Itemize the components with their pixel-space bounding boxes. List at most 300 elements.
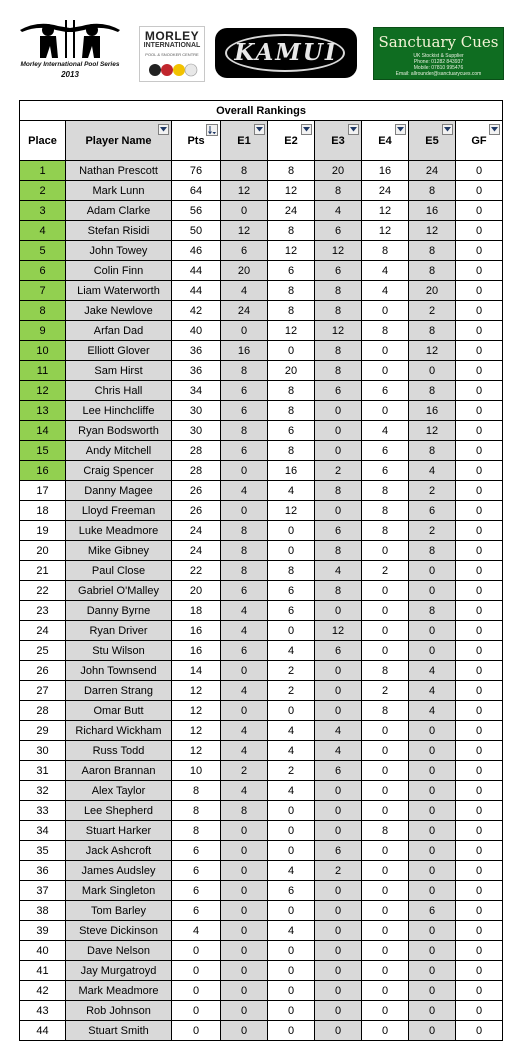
- cell-e1: 6: [221, 581, 268, 601]
- cell-e2: 8: [268, 221, 315, 241]
- cell-e3: 8: [315, 481, 362, 501]
- cell-e2: 0: [268, 1021, 315, 1041]
- cell-e4: 8: [362, 241, 409, 261]
- table-row: [20, 261, 503, 281]
- cell-pts: 36: [172, 341, 221, 361]
- column-header-label: E4: [378, 134, 392, 147]
- cell-place: 9: [20, 321, 66, 341]
- table-row: [20, 481, 503, 501]
- cell-e5: 8: [409, 441, 456, 461]
- cell-player-name: John Townsend: [66, 661, 172, 681]
- cell-gf: 0: [456, 401, 503, 421]
- cell-e5: 12: [409, 341, 456, 361]
- cell-e2: 0: [268, 801, 315, 821]
- cell-e2: 8: [268, 381, 315, 401]
- cell-player-name: Colin Finn: [66, 261, 172, 281]
- cell-place: 14: [20, 421, 66, 441]
- filter-dropdown-icon[interactable]: [158, 124, 169, 135]
- cell-place: 7: [20, 281, 66, 301]
- cell-e1: 0: [221, 461, 268, 481]
- table-row: [20, 701, 503, 721]
- cell-pts: 12: [172, 701, 221, 721]
- cell-gf: 0: [456, 441, 503, 461]
- cell-pts: 6: [172, 881, 221, 901]
- cell-e4: 0: [362, 301, 409, 321]
- cell-e5: 16: [409, 201, 456, 221]
- cell-e5: 0: [409, 581, 456, 601]
- cell-e4: 2: [362, 561, 409, 581]
- cell-e2: 6: [268, 601, 315, 621]
- cell-place: 28: [20, 701, 66, 721]
- cell-e4: 2: [362, 681, 409, 701]
- cell-pts: 26: [172, 481, 221, 501]
- cell-e4: 0: [362, 801, 409, 821]
- cell-e2: 0: [268, 541, 315, 561]
- table-title: Overall Rankings: [20, 101, 503, 121]
- table-row: [20, 421, 503, 441]
- table-row: [20, 1021, 503, 1041]
- cell-e1: 0: [221, 901, 268, 921]
- cell-e2: 6: [268, 581, 315, 601]
- cell-player-name: Jay Murgatroyd: [66, 961, 172, 981]
- cell-player-name: Gabriel O'Malley: [66, 581, 172, 601]
- cell-e4: 24: [362, 181, 409, 201]
- players-silhouette-icon: [18, 16, 122, 60]
- table-row: [20, 201, 503, 221]
- table-row: [20, 881, 503, 901]
- cell-e2: 8: [268, 441, 315, 461]
- cell-player-name: Elliott Glover: [66, 341, 172, 361]
- cell-e4: 6: [362, 461, 409, 481]
- cell-e3: 0: [315, 661, 362, 681]
- cell-gf: 0: [456, 981, 503, 1001]
- cell-e5: 0: [409, 841, 456, 861]
- cell-e3: 12: [315, 241, 362, 261]
- cell-player-name: Richard Wickham: [66, 721, 172, 741]
- cell-e4: 6: [362, 441, 409, 461]
- cell-e2: 12: [268, 241, 315, 261]
- table-row: [20, 401, 503, 421]
- cell-player-name: Paul Close: [66, 561, 172, 581]
- cell-gf: 0: [456, 841, 503, 861]
- cell-e5: 8: [409, 321, 456, 341]
- cell-e5: 0: [409, 761, 456, 781]
- cell-e5: 0: [409, 1021, 456, 1041]
- cell-e1: 6: [221, 381, 268, 401]
- cell-pts: 6: [172, 901, 221, 921]
- cell-gf: 0: [456, 461, 503, 481]
- cell-gf: 0: [456, 381, 503, 401]
- cell-player-name: Stuart Smith: [66, 1021, 172, 1041]
- cell-e4: 8: [362, 501, 409, 521]
- cell-e4: 0: [362, 961, 409, 981]
- cell-place: 33: [20, 801, 66, 821]
- cell-gf: 0: [456, 821, 503, 841]
- cell-place: 10: [20, 341, 66, 361]
- cell-e5: 0: [409, 921, 456, 941]
- cell-player-name: Adam Clarke: [66, 201, 172, 221]
- cell-e4: 12: [362, 201, 409, 221]
- cell-pts: 0: [172, 1021, 221, 1041]
- cell-e1: 4: [221, 481, 268, 501]
- cell-e1: 8: [221, 361, 268, 381]
- sort-descending-icon[interactable]: [206, 124, 218, 136]
- column-header-label: Player Name: [85, 134, 152, 147]
- cell-place: 6: [20, 261, 66, 281]
- cell-e2: 0: [268, 341, 315, 361]
- cell-e4: 0: [362, 861, 409, 881]
- column-header-label: Pts: [187, 134, 205, 147]
- cell-player-name: Nathan Prescott: [66, 161, 172, 181]
- cell-e3: 0: [315, 681, 362, 701]
- cell-e4: 8: [362, 481, 409, 501]
- cell-e4: 0: [362, 361, 409, 381]
- cell-e5: 4: [409, 701, 456, 721]
- cell-e5: 20: [409, 281, 456, 301]
- cell-gf: 0: [456, 761, 503, 781]
- cell-pts: 46: [172, 241, 221, 261]
- cell-e5: 16: [409, 401, 456, 421]
- cell-pts: 28: [172, 441, 221, 461]
- cell-player-name: Alex Taylor: [66, 781, 172, 801]
- cell-e1: 4: [221, 781, 268, 801]
- cell-place: 30: [20, 741, 66, 761]
- cell-e1: 0: [221, 1021, 268, 1041]
- cell-place: 20: [20, 541, 66, 561]
- table-row: [20, 561, 503, 581]
- cell-e3: 8: [315, 541, 362, 561]
- cell-e1: 6: [221, 241, 268, 261]
- series-logo: [14, 16, 126, 82]
- filter-dropdown-icon[interactable]: [301, 124, 312, 135]
- column-header-label: Place: [28, 134, 57, 147]
- cell-place: 36: [20, 861, 66, 881]
- cell-e2: 0: [268, 841, 315, 861]
- cell-e2: 2: [268, 681, 315, 701]
- cell-e1: 0: [221, 501, 268, 521]
- cell-e4: 0: [362, 641, 409, 661]
- cell-gf: 0: [456, 341, 503, 361]
- cell-player-name: Arfan Dad: [66, 321, 172, 341]
- cell-e5: 0: [409, 801, 456, 821]
- cell-e5: 0: [409, 641, 456, 661]
- cell-e2: 0: [268, 1001, 315, 1021]
- cell-place: 22: [20, 581, 66, 601]
- cell-pts: 8: [172, 821, 221, 841]
- filter-dropdown-icon[interactable]: [442, 124, 453, 135]
- cell-e4: 0: [362, 841, 409, 861]
- filter-dropdown-icon[interactable]: [348, 124, 359, 135]
- cell-e3: 12: [315, 321, 362, 341]
- table-row: [20, 241, 503, 261]
- cell-place: 38: [20, 901, 66, 921]
- cell-gf: 0: [456, 521, 503, 541]
- cell-e3: 6: [315, 261, 362, 281]
- cell-e5: 0: [409, 941, 456, 961]
- table-row: [20, 781, 503, 801]
- cell-e3: 0: [315, 941, 362, 961]
- column-header-e2: [268, 121, 315, 161]
- table-row: [20, 381, 503, 401]
- cell-gf: 0: [456, 601, 503, 621]
- filter-dropdown-icon[interactable]: [254, 124, 265, 135]
- cell-pts: 20: [172, 581, 221, 601]
- cell-e4: 0: [362, 721, 409, 741]
- cell-e3: 8: [315, 341, 362, 361]
- cell-player-name: Stuart Harker: [66, 821, 172, 841]
- cell-e2: 0: [268, 701, 315, 721]
- cell-e4: 0: [362, 1001, 409, 1021]
- cell-pts: 14: [172, 661, 221, 681]
- column-header-e3: [315, 121, 362, 161]
- cell-e5: 0: [409, 621, 456, 641]
- cell-e2: 2: [268, 661, 315, 681]
- cell-place: 13: [20, 401, 66, 421]
- table-row: [20, 661, 503, 681]
- cell-player-name: Andy Mitchell: [66, 441, 172, 461]
- cell-e1: 8: [221, 421, 268, 441]
- cell-e3: 0: [315, 701, 362, 721]
- cell-e4: 0: [362, 781, 409, 801]
- cell-e1: 0: [221, 961, 268, 981]
- cell-pts: 8: [172, 801, 221, 821]
- sanctuary-cues-logo: [373, 27, 504, 80]
- cell-e1: 0: [221, 981, 268, 1001]
- cell-pts: 16: [172, 641, 221, 661]
- cell-gf: 0: [456, 721, 503, 741]
- cell-e4: 0: [362, 1021, 409, 1041]
- cell-pts: 24: [172, 521, 221, 541]
- cell-e3: 0: [315, 501, 362, 521]
- cell-e5: 0: [409, 861, 456, 881]
- morley-logo-subtitle: INTERNATIONAL: [143, 42, 201, 49]
- sanctuary-cues-line: Phone: 01282 843937: [413, 59, 464, 65]
- cell-e5: 6: [409, 501, 456, 521]
- series-logo-title: Morley International Pool Series: [20, 61, 120, 68]
- cell-gf: 0: [456, 801, 503, 821]
- cell-e3: 8: [315, 181, 362, 201]
- cell-e1: 0: [221, 821, 268, 841]
- cell-e1: 0: [221, 661, 268, 681]
- cell-place: 41: [20, 961, 66, 981]
- cell-e5: 2: [409, 521, 456, 541]
- cell-pts: 16: [172, 621, 221, 641]
- cell-e3: 0: [315, 801, 362, 821]
- cell-player-name: Stefan Risidi: [66, 221, 172, 241]
- cell-e3: 0: [315, 961, 362, 981]
- cell-gf: 0: [456, 201, 503, 221]
- cell-pts: 42: [172, 301, 221, 321]
- cell-e1: 8: [221, 541, 268, 561]
- sanctuary-cues-line: Email: allrounder@sanctuarycues.com: [395, 71, 482, 77]
- cell-player-name: Darren Strang: [66, 681, 172, 701]
- cell-e1: 8: [221, 521, 268, 541]
- cell-e1: 6: [221, 441, 268, 461]
- cell-e4: 4: [362, 281, 409, 301]
- cell-gf: 0: [456, 221, 503, 241]
- cell-place: 15: [20, 441, 66, 461]
- cell-e2: 0: [268, 821, 315, 841]
- cell-player-name: Lloyd Freeman: [66, 501, 172, 521]
- cell-player-name: Steve Dickinson: [66, 921, 172, 941]
- cell-e4: 0: [362, 741, 409, 761]
- cell-e2: 12: [268, 501, 315, 521]
- filter-dropdown-icon[interactable]: [489, 124, 500, 135]
- column-header-e4: [362, 121, 409, 161]
- cell-place: 40: [20, 941, 66, 961]
- cell-gf: 0: [456, 961, 503, 981]
- cell-e2: 4: [268, 921, 315, 941]
- cell-player-name: James Audsley: [66, 861, 172, 881]
- cell-place: 5: [20, 241, 66, 261]
- cell-e3: 6: [315, 761, 362, 781]
- cell-gf: 0: [456, 481, 503, 501]
- cell-gf: 0: [456, 361, 503, 381]
- table-row: [20, 981, 503, 1001]
- cell-gf: 0: [456, 321, 503, 341]
- cell-e1: 2: [221, 761, 268, 781]
- cell-place: 2: [20, 181, 66, 201]
- cell-e5: 0: [409, 881, 456, 901]
- cell-e1: 6: [221, 401, 268, 421]
- cell-player-name: Danny Byrne: [66, 601, 172, 621]
- cell-e4: 8: [362, 521, 409, 541]
- cell-place: 17: [20, 481, 66, 501]
- sanctuary-cues-details: [374, 53, 503, 77]
- cell-place: 35: [20, 841, 66, 861]
- cell-e1: 24: [221, 301, 268, 321]
- cell-e5: 0: [409, 981, 456, 1001]
- column-header-player-name: [66, 121, 172, 161]
- cell-gf: 0: [456, 921, 503, 941]
- cell-player-name: Jake Newlove: [66, 301, 172, 321]
- cell-e3: 6: [315, 841, 362, 861]
- cell-e1: 0: [221, 201, 268, 221]
- cell-e2: 4: [268, 861, 315, 881]
- cell-e4: 8: [362, 661, 409, 681]
- cell-pts: 4: [172, 921, 221, 941]
- cell-e3: 0: [315, 601, 362, 621]
- cell-gf: 0: [456, 661, 503, 681]
- cell-player-name: Chris Hall: [66, 381, 172, 401]
- cell-e3: 0: [315, 921, 362, 941]
- table-row: [20, 601, 503, 621]
- cell-e2: 4: [268, 741, 315, 761]
- cell-e5: 4: [409, 661, 456, 681]
- cell-player-name: Ryan Bodsworth: [66, 421, 172, 441]
- filter-dropdown-icon[interactable]: [395, 124, 406, 135]
- cell-gf: 0: [456, 181, 503, 201]
- cell-e1: 12: [221, 181, 268, 201]
- morley-logo-name: MORLEY: [144, 29, 200, 43]
- cell-player-name: John Towey: [66, 241, 172, 261]
- cell-place: 32: [20, 781, 66, 801]
- cell-place: 25: [20, 641, 66, 661]
- cell-player-name: Ryan Driver: [66, 621, 172, 641]
- cell-place: 37: [20, 881, 66, 901]
- cell-place: 27: [20, 681, 66, 701]
- table-row: [20, 1001, 503, 1021]
- cell-pts: 64: [172, 181, 221, 201]
- cell-gf: 0: [456, 781, 503, 801]
- cell-place: 8: [20, 301, 66, 321]
- cell-place: 31: [20, 761, 66, 781]
- sponsor-logos: [0, 0, 525, 92]
- cell-e2: 8: [268, 281, 315, 301]
- table-row: [20, 521, 503, 541]
- cell-gf: 0: [456, 1001, 503, 1021]
- cell-e4: 0: [362, 601, 409, 621]
- cell-e2: 6: [268, 881, 315, 901]
- cell-place: 24: [20, 621, 66, 641]
- cell-e4: 8: [362, 821, 409, 841]
- cell-e4: 0: [362, 541, 409, 561]
- cell-place: 4: [20, 221, 66, 241]
- cell-place: 3: [20, 201, 66, 221]
- cell-e4: 6: [362, 381, 409, 401]
- cell-e4: 0: [362, 901, 409, 921]
- table-row: [20, 821, 503, 841]
- cell-place: 43: [20, 1001, 66, 1021]
- table-row: [20, 361, 503, 381]
- cell-e4: 16: [362, 161, 409, 181]
- cell-e5: 8: [409, 381, 456, 401]
- cell-gf: 0: [456, 421, 503, 441]
- table-row: [20, 801, 503, 821]
- cell-pts: 36: [172, 361, 221, 381]
- table-row: [20, 301, 503, 321]
- cell-gf: 0: [456, 941, 503, 961]
- cell-pts: 44: [172, 281, 221, 301]
- cell-e3: 8: [315, 281, 362, 301]
- cell-player-name: Luke Meadmore: [66, 521, 172, 541]
- table-row: [20, 501, 503, 521]
- column-header-label: E1: [237, 134, 251, 147]
- table-row: [20, 441, 503, 461]
- cell-e1: 8: [221, 801, 268, 821]
- cell-e1: 0: [221, 921, 268, 941]
- rankings-table-container: [19, 100, 502, 1041]
- cell-e3: 20: [315, 161, 362, 181]
- cell-e1: 4: [221, 281, 268, 301]
- cell-e3: 8: [315, 361, 362, 381]
- cell-e1: 4: [221, 681, 268, 701]
- cell-e3: 6: [315, 641, 362, 661]
- kamui-logo: [215, 28, 357, 78]
- column-header-place: [20, 121, 66, 161]
- cell-player-name: Danny Magee: [66, 481, 172, 501]
- cell-gf: 0: [456, 561, 503, 581]
- cell-pts: 44: [172, 261, 221, 281]
- cell-pts: 6: [172, 841, 221, 861]
- cell-pts: 76: [172, 161, 221, 181]
- cell-e2: 0: [268, 621, 315, 641]
- sanctuary-cues-name: Sanctuary Cues: [378, 33, 499, 51]
- cell-e3: 0: [315, 421, 362, 441]
- cell-e3: 0: [315, 981, 362, 1001]
- cell-e2: 0: [268, 981, 315, 1001]
- cell-e1: 0: [221, 701, 268, 721]
- table-row: [20, 341, 503, 361]
- cell-place: 21: [20, 561, 66, 581]
- cell-e2: 6: [268, 421, 315, 441]
- cell-e4: 0: [362, 581, 409, 601]
- cell-e5: 8: [409, 241, 456, 261]
- cell-e1: 4: [221, 741, 268, 761]
- cell-gf: 0: [456, 741, 503, 761]
- kamui-logo-wordmark: KAMUI: [234, 39, 338, 66]
- cell-place: 12: [20, 381, 66, 401]
